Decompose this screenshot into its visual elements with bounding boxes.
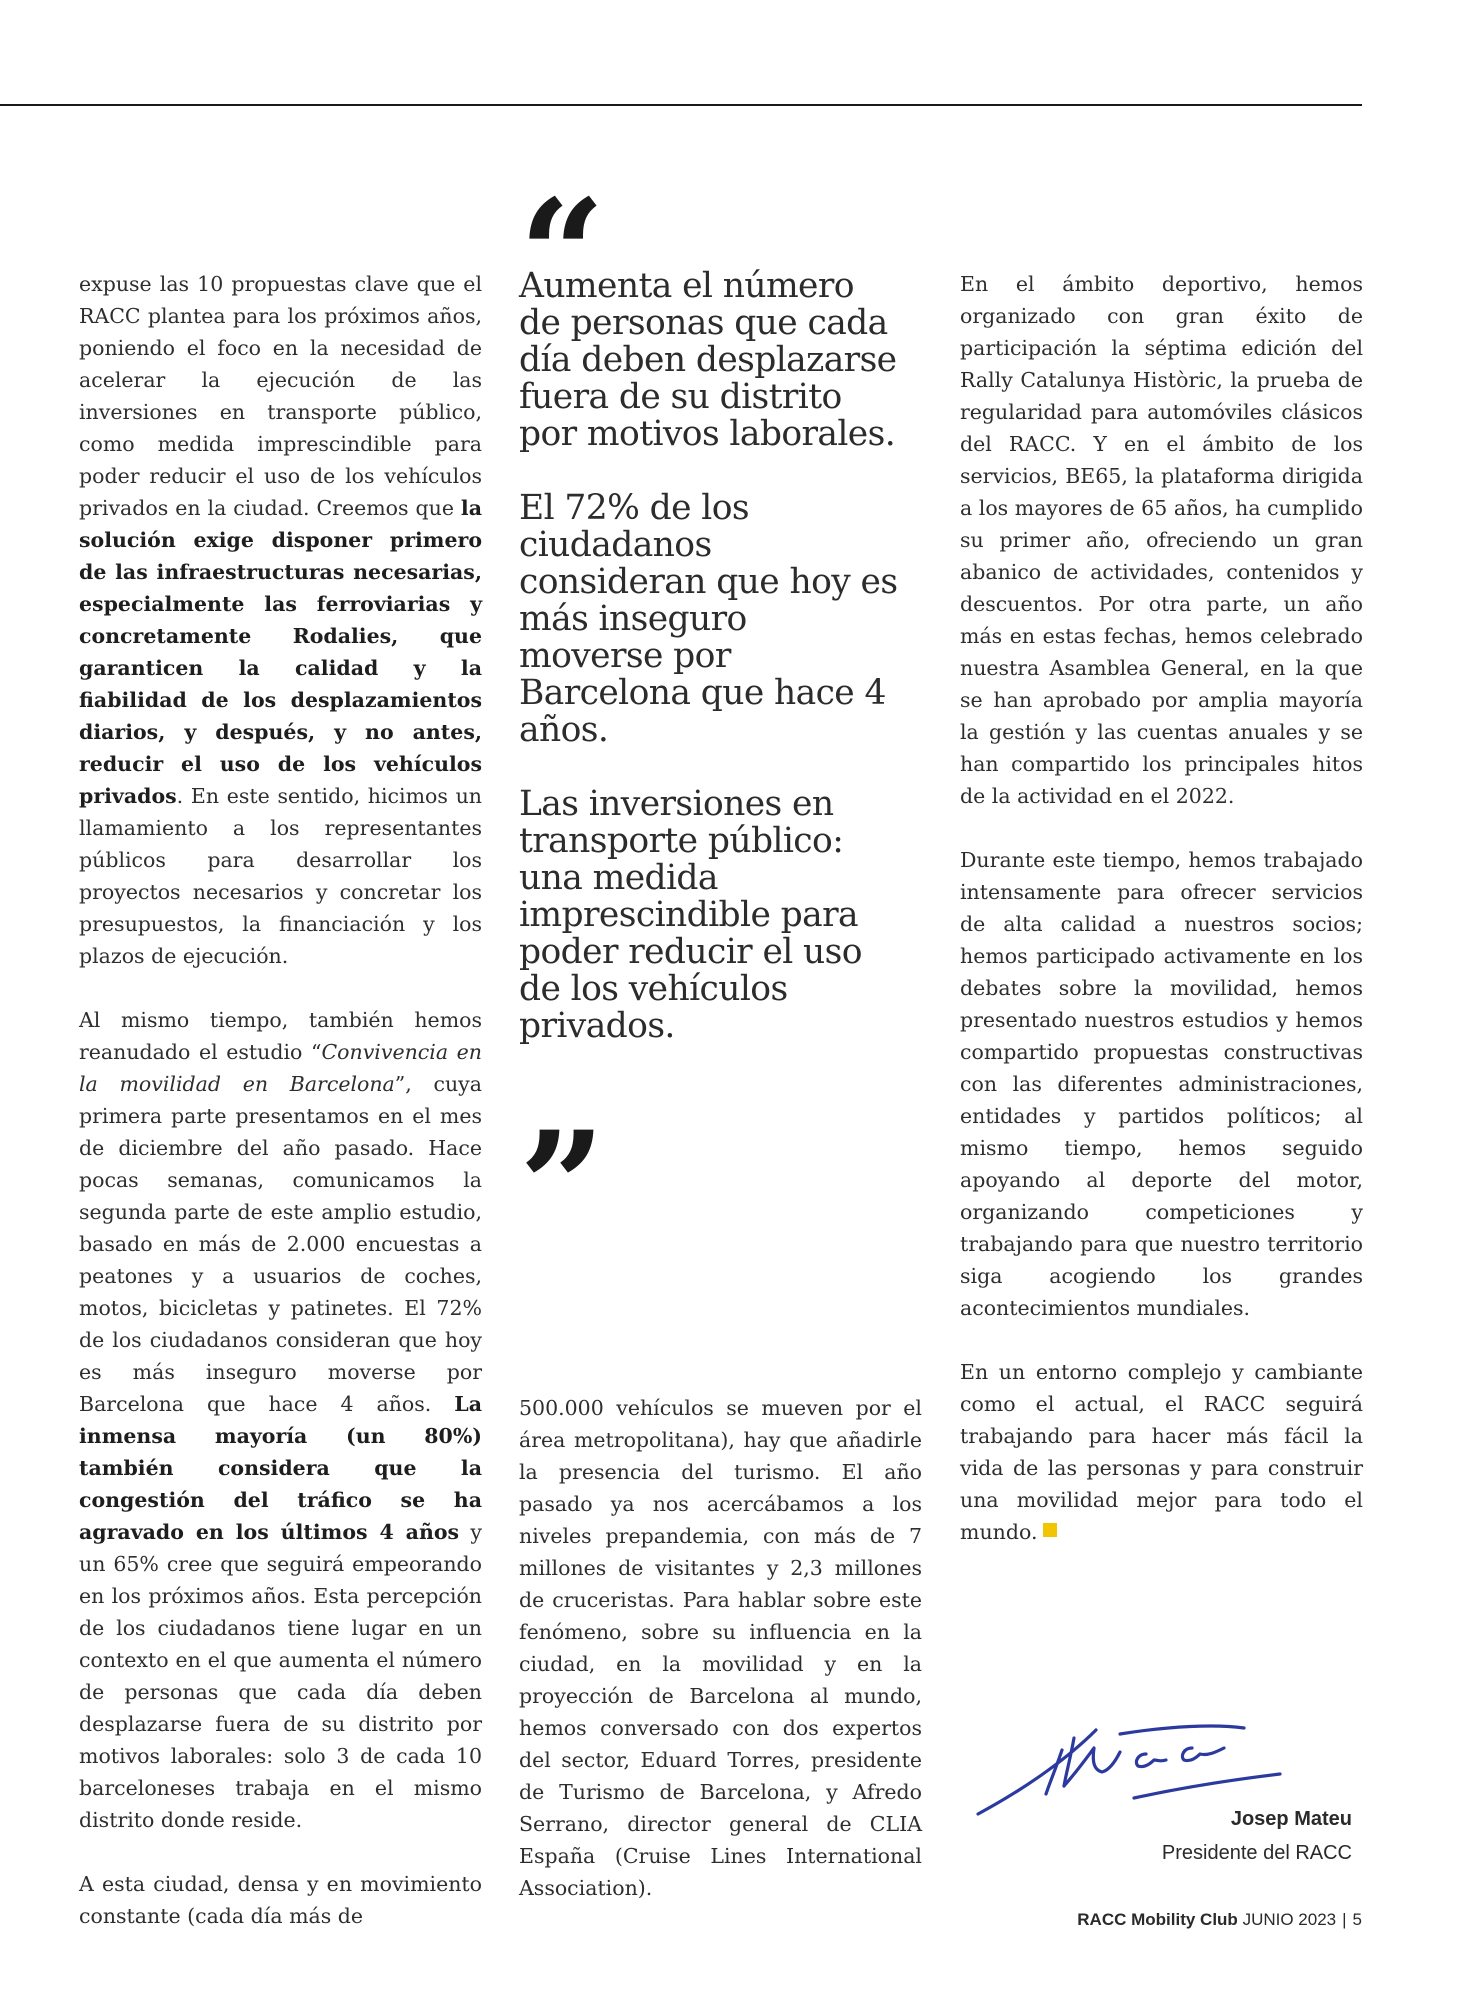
author-name: Josep Mateu	[1230, 1808, 1352, 1830]
footer-issue: JUNIO 2023	[1242, 1910, 1337, 1929]
middle-paragraph-1: 500.000 vehículos se mueven por el área metropolitana), hay que añadirle la presencia del turismo. El año pasado ya nos acercábamos a los niveles prepandemia, con más de 7 millones de visitantes y 2,3 millones de cruceristas. Para hablar sobre este fenómeno, sobre su influencia en la ciudad, en la movilidad y en la proyección de Barcelona al mundo, hemos conversado con dos expertos del sector, Eduard Torres, presidente de Turismo de Barcelona, y Afredo Serrano, director general de CLIA España (Cruise Lines International Association).	[519, 1396, 922, 1900]
footer-separator: |	[1342, 1910, 1347, 1929]
study-title: Convivencia en la movilidad en Barcelona	[79, 1040, 482, 1096]
right-paragraph-3: En un entorno complejo y cambiante como el actual, el RACC seguirá trabajando para hacer más fácil la vida de las personas y para construir una movilidad mejor para todo el mundo.	[960, 1360, 1363, 1544]
bold-emphasis: La inmensa mayoría (un 80%) también considera que la congestión del tráfico se ha agravado en los últimos 4 años	[79, 1392, 482, 1544]
top-rule	[0, 104, 1362, 106]
pull-quote-2: El 72% de los ciudadanos consideran que hoy es más inseguro moverse por Barcelona que hace 4 años.	[519, 488, 898, 750]
open-quote-icon: “	[519, 167, 606, 343]
page-footer	[900, 1910, 1362, 1930]
pull-quote-3: Las inversiones en transporte público: una medida imprescindible para poder reducir el uso de los vehículos privados.	[519, 784, 862, 1046]
author-role: Presidente del RACC	[1161, 1842, 1352, 1864]
page-number: 5	[1352, 1910, 1362, 1929]
left-column	[79, 268, 482, 1964]
end-of-article-icon	[1043, 1523, 1057, 1537]
pull-quote-1: Aumenta el número de personas que cada día deben desplazarse fuera de su distrito por motivos laborales.	[519, 266, 897, 454]
right-paragraph-1: En el ámbito deportivo, hemos organizado con gran éxito de participación la séptima edición del Rally Catalunya Històric, la prueba de regularidad para automóviles clásicos del RACC. Y en el ámbito de los servicios, BE65, la plataforma dirigida a los mayores de 65 años, ha cumplido su primer año, ofreciendo un gran abanico de actividades, contenidos y descuentos. Por otra parte, un año más en estas fechas, hemos celebrado nuestra Asamblea General, en la que se han aprobado por amplia mayoría la gestión y las cuentas anuales y se han compartido los principales hitos de la actividad en el 2022.	[960, 272, 1363, 808]
bold-emphasis: la solución exige disponer primero de las infraestructuras necesarias, especialmente las ferroviarias y concretamente Rodalies, que garanticen la calidad y la fiabilidad de los desplazamientos diarios, y después, y no antes, reducir el uso de los vehículos privados	[79, 496, 482, 808]
pull-quote	[519, 268, 899, 1082]
left-paragraph-2: Al mismo tiempo, también hemos reanudado el estudio “Convivencia en la movilidad en Barcelona”, cuya primera parte presentamos en el mes de diciembre del año pasado. Hace pocas semanas, comunicamos la segunda parte de este amplio estudio, basado en más de 2.000 encuestas a peatones y a usuarios de coches, motos, bicicletas y patinetes. El 72% de los ciudadanos consideran que hoy es más inseguro moverse por Barcelona que hace 4 años. La inmensa mayoría (un 80%) también considera que la congestión del tráfico se ha agravado en los últimos 4 años y un 65% cree que seguirá empeorando en los próximos años. Esta percepción de los ciudadanos tiene lugar en un contexto en el que aumenta el número de personas que cada día deben desplazarse fuera de su distrito por motivos laborales: solo 3 de cada 10 barceloneses trabaja en el mismo distrito donde reside.	[79, 1008, 482, 1832]
left-paragraph-1: expuse las 10 propuestas clave que el RACC plantea para los próximos años, poniendo el foco en la necesidad de acelerar la ejecución de las inversiones en transporte público, como medida imprescindible para poder reducir el uso de los vehículos privados en la ciudad. Creemos que la solución exige disponer primero de las infraestructuras necesarias, especialmente las ferroviarias y concretamente Rodalies, que garanticen la calidad y la fiabilidad de los desplazamientos diarios, y después, y no antes, reducir el uso de los vehículos privados. En este sentido, hicimos un llamamiento a los representantes públicos para desarrollar los proyectos necesarios y concretar los presupuestos, la financiación y los plazos de ejecución.	[79, 272, 482, 968]
left-paragraph-3: A esta ciudad, densa y en movimiento constante (cada día más de	[79, 1872, 482, 1928]
close-quote-icon: ”	[519, 1099, 606, 1275]
right-column	[960, 268, 1363, 1580]
right-paragraph-2: Durante este tiempo, hemos trabajado intensamente para ofrecer servicios de alta calidad a nuestros socios; hemos participado activamente en los debates sobre la movilidad, hemos presentado nuestros estudios y hemos compartido propuestas constructivas con las diferentes administraciones, entidades y partidos políticos; al mismo tiempo, hemos seguido apoyando al deporte del motor, organizando competiciones y trabajando para que nuestro territorio siga acogiendo los grandes acontecimientos mundiales.	[960, 848, 1363, 1320]
middle-column	[519, 1392, 922, 1936]
footer-brand: RACC Mobility Club	[1077, 1910, 1238, 1929]
